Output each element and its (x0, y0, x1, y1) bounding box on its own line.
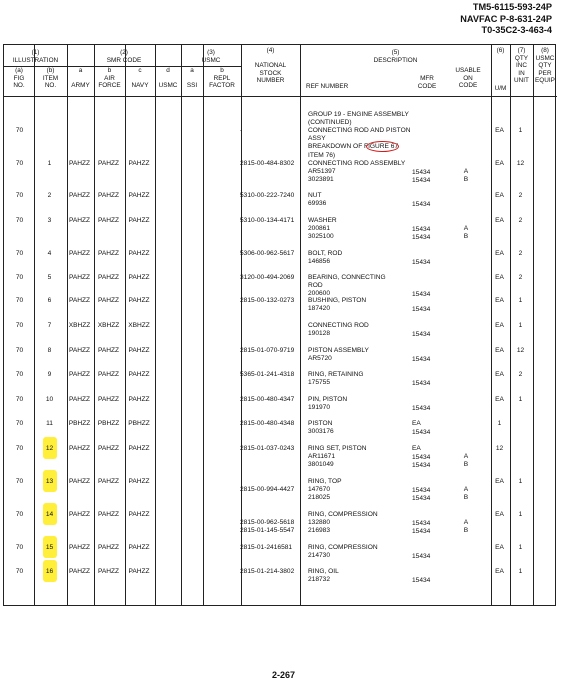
qty-inc-in-unit: 2 (518, 250, 523, 257)
item-no: 11 (46, 420, 53, 427)
item-no: 8 (47, 347, 52, 354)
unit-of-measure: EA (495, 192, 504, 199)
national-stock-number: 2815-00-480-4347 (240, 396, 295, 403)
col2c-heading: c NAVY (131, 67, 149, 90)
mfr-code: 15434 (412, 520, 431, 528)
mfr-code: EA (412, 445, 421, 452)
usable-on-code: A (463, 168, 469, 176)
national-stock-number: 5306-00-962-5617 (240, 250, 295, 257)
col3b-heading: b REPL FACTOR (209, 67, 235, 90)
mfr-code: 15434 (412, 331, 431, 339)
smr-navy: PAHZZ (128, 297, 150, 304)
description-line: PIN, PISTON (308, 396, 348, 403)
usable-on-code: B (463, 527, 469, 535)
item-no: 13 (45, 478, 54, 485)
navfac-number: NAVFAC P-8-631-24P (460, 13, 552, 24)
col5-usable-heading: USABLE ON CODE (455, 67, 481, 90)
description-line: 190128 (308, 330, 331, 338)
fig-no: 70 (15, 396, 24, 403)
description-line: 146856 (308, 258, 331, 266)
national-stock-number: - (240, 127, 243, 134)
description-line: WASHER (308, 217, 337, 224)
description-line: RING, COMPRESSION (308, 511, 378, 518)
qty-inc-in-unit: 1 (518, 322, 523, 329)
unit-of-measure: EA (495, 160, 504, 167)
fig-no: 70 (15, 511, 24, 518)
smr-navy: PAHZZ (128, 478, 150, 485)
fig-no: 70 (15, 274, 24, 281)
smr-air-force: PAHZZ (97, 217, 120, 224)
fig-no: 70 (15, 192, 24, 199)
mfr-code: 15434 (412, 487, 431, 495)
national-stock-number: 2815-00-994-4427 (240, 486, 295, 494)
description-line: 218025 (308, 494, 331, 502)
description-line: AR5720 (308, 355, 332, 363)
col-rule (155, 45, 156, 605)
description-line: 132880 (308, 519, 331, 527)
mfr-code: 15434 (412, 169, 431, 177)
mfr-code: 15434 (412, 380, 431, 388)
description-line: BEARING, CONNECTING (308, 274, 386, 281)
smr-navy: PAHZZ (128, 160, 150, 167)
tm-number: TM5-6115-593-24P (472, 2, 552, 12)
col1-heading: (1) ILLUSTRATION (12, 49, 59, 64)
qty-inc-in-unit: 2 (518, 274, 523, 281)
qty-inc-in-unit: 1 (518, 127, 523, 134)
description-line: 200600 (308, 290, 331, 298)
red-annotation-circle (366, 141, 399, 152)
to-number: T0-35C2-3-463-4 (481, 25, 552, 36)
description-line: 218732 (308, 576, 331, 584)
item-no: 14 (45, 511, 54, 518)
qty-inc-in-unit: 1 (518, 511, 523, 518)
usable-on-code: B (463, 461, 469, 469)
smr-air-force: XBHZZ (97, 322, 120, 329)
smr-army: PAHZZ (68, 544, 91, 551)
description-line: ROD (308, 282, 323, 290)
smr-air-force: PAHZZ (97, 250, 120, 257)
qty-inc-in-unit: 2 (518, 371, 523, 378)
smr-air-force: PAHZZ (97, 544, 120, 551)
description-line: BOLT, ROD (308, 250, 343, 257)
description-line: 200861 (308, 225, 331, 233)
smr-air-force: PBHZZ (97, 420, 120, 427)
description-line: (CONTINUED) (308, 119, 352, 127)
item-no: 1 (47, 160, 52, 167)
mfr-code: 15434 (412, 454, 431, 462)
description-line: BREAKDOWN OF FIGURE 67 (308, 143, 399, 151)
description-line: RING SET, PISTON (308, 445, 367, 452)
mfr-code: 15434 (412, 226, 431, 234)
unit-of-measure: EA (495, 250, 504, 257)
smr-navy: PAHZZ (128, 445, 150, 452)
unit-of-measure: 12 (495, 445, 504, 452)
unit-of-measure: EA (495, 297, 504, 304)
qty-inc-in-unit: 1 (518, 297, 523, 304)
smr-air-force: PAHZZ (97, 192, 120, 199)
usable-on-code: A (463, 453, 469, 461)
col-rule (181, 45, 182, 605)
header-bottom-rule (4, 96, 557, 97)
qty-inc-in-unit: 12 (516, 160, 525, 167)
fig-no: 70 (15, 371, 24, 378)
description-line: 216983 (308, 527, 331, 535)
mfr-code: 15434 (412, 577, 431, 585)
description-line: 147670 (308, 486, 331, 494)
col6-name: U/M (494, 85, 507, 92)
smr-navy: PAHZZ (128, 511, 150, 518)
qty-inc-in-unit: 1 (518, 544, 523, 551)
col5-ref-heading: REF NUMBER (306, 83, 349, 90)
smr-navy: XBHZZ (128, 322, 150, 329)
unit-of-measure: EA (495, 478, 504, 485)
mfr-code: 15434 (412, 429, 431, 437)
smr-air-force: PAHZZ (97, 568, 120, 575)
description-line: 3003176 (308, 428, 334, 436)
national-stock-number: 5310-00-134-4171 (240, 217, 295, 224)
smr-army: PAHZZ (68, 297, 91, 304)
description-line: NUT (308, 192, 322, 199)
col2b-heading: b AIR FORCE (98, 67, 121, 90)
description-line: 69936 (308, 200, 327, 208)
item-no: 15 (45, 544, 54, 551)
col1a-heading: (a) FIG NO. (13, 67, 25, 90)
item-no: 2 (47, 192, 52, 199)
smr-army: XBHZZ (68, 322, 91, 329)
document-header (460, 2, 552, 37)
national-stock-number: 2815-01-070-9719 (240, 347, 295, 354)
smr-air-force: PAHZZ (97, 396, 120, 403)
national-stock-number: 2815-01-037-0243 (240, 445, 295, 452)
col7-heading: (7) QTY INC IN UNIT (514, 47, 529, 85)
mfr-code: 15434 (412, 356, 431, 364)
col-rule (203, 45, 204, 605)
smr-army: PAHZZ (68, 511, 91, 518)
smr-air-force: PAHZZ (97, 511, 120, 518)
smr-army: PAHZZ (68, 160, 91, 167)
col3-heading: (3) USMC (201, 49, 221, 64)
description-line: ASSY (308, 135, 326, 143)
col3a-heading: a SSI (186, 67, 198, 90)
item-no: 4 (47, 250, 52, 257)
description-line: 175755 (308, 379, 331, 387)
item-no: 6 (47, 297, 52, 304)
smr-army: PBHZZ (68, 420, 91, 427)
smr-army: PAHZZ (68, 445, 91, 452)
description-line: 3801049 (308, 461, 334, 469)
unit-of-measure: EA (495, 511, 504, 518)
unit-of-measure: EA (495, 371, 504, 378)
smr-army: PAHZZ (68, 371, 91, 378)
description-line: CONNECTING ROD (308, 322, 369, 329)
smr-air-force: PAHZZ (97, 274, 120, 281)
col2d-heading: d USMC (158, 67, 178, 90)
item-no: 5 (47, 274, 52, 281)
mfr-code: 15434 (412, 291, 431, 299)
usable-on-code: A (463, 519, 469, 527)
usable-on-code: B (463, 233, 469, 241)
smr-army: PAHZZ (68, 396, 91, 403)
description-line: PISTON (308, 420, 333, 427)
smr-army: PAHZZ (68, 274, 91, 281)
description-line: RING, TOP (308, 478, 342, 485)
national-stock-number: 2815-01-214-3802 (240, 568, 295, 575)
qty-inc-in-unit: 2 (518, 217, 523, 224)
page-number: 2-267 (272, 670, 296, 680)
smr-navy: PAHZZ (128, 544, 150, 551)
usable-on-code: A (463, 225, 469, 233)
fig-no: 70 (15, 160, 24, 167)
description-line: ITEM 76) (308, 151, 336, 159)
national-stock-number: 5310-00-222-7240 (240, 192, 295, 199)
smr-army: PAHZZ (68, 217, 91, 224)
usable-on-code: B (463, 176, 469, 184)
national-stock-number: 5365-01-241-4318 (240, 371, 295, 378)
col5-heading: (5) DESCRIPTION (373, 49, 418, 64)
smr-navy: PAHZZ (128, 192, 150, 199)
smr-air-force: PAHZZ (97, 478, 120, 485)
unit-of-measure: EA (495, 568, 504, 575)
description-line: GROUP 19 - ENGINE ASSEMBLY (308, 111, 409, 118)
smr-army: PAHZZ (68, 250, 91, 257)
unit-of-measure: EA (495, 396, 504, 403)
fig-no: 70 (15, 420, 24, 427)
col6-heading: (6) (496, 47, 505, 54)
smr-army: PAHZZ (68, 347, 91, 354)
description-line: CONNECTING ROD AND PISTON (308, 127, 411, 135)
qty-inc-in-unit: 1 (518, 396, 523, 403)
fig-no: 70 (15, 445, 24, 452)
fig-no: 70 (15, 322, 24, 329)
national-stock-number: 2815-01-2416581 (240, 544, 293, 551)
col8-heading: (8) USMC QTY PER EQUIP (535, 47, 555, 85)
fig-no: 70 (15, 217, 24, 224)
mfr-code: 15434 (412, 234, 431, 242)
col-rule (300, 45, 301, 605)
col1b-heading: (b) ITEM NO. (42, 67, 59, 90)
fig-no: 70 (15, 544, 24, 551)
usable-on-code: B (463, 494, 469, 502)
smr-navy: PAHZZ (128, 217, 150, 224)
unit-of-measure: EA (495, 544, 504, 551)
col5-mfr-heading: MFR CODE (417, 75, 437, 90)
mfr-code: 15434 (412, 259, 431, 267)
description-line: AR51397 (308, 168, 336, 176)
smr-army: PAHZZ (68, 192, 91, 199)
item-no: 12 (45, 445, 54, 452)
smr-air-force: PAHZZ (97, 160, 120, 167)
national-stock-number: 2815-00-962-5618 2815-01-145-5547 (240, 519, 295, 535)
national-stock-number: 2815-00-480-4348 (240, 420, 295, 427)
mfr-code: 15434 (412, 306, 431, 314)
item-no: 3 (47, 217, 52, 224)
national-stock-number: 3120-00-494-2069 (240, 274, 295, 281)
smr-army: PAHZZ (68, 568, 91, 575)
unit-of-measure: EA (495, 217, 504, 224)
smr-navy: PAHZZ (128, 347, 150, 354)
qty-inc-in-unit: 1 (518, 478, 523, 485)
qty-inc-in-unit: 2 (518, 192, 523, 199)
description-line: 214730 (308, 552, 331, 560)
fig-no: 70 (15, 127, 24, 134)
mfr-code: 15434 (412, 495, 431, 503)
description-line: 3025100 (308, 233, 334, 241)
fig-no: 70 (15, 478, 24, 485)
smr-navy: PAHZZ (128, 568, 150, 575)
unit-of-measure: EA (495, 127, 504, 134)
item-no: 7 (47, 322, 52, 329)
unit-of-measure: EA (495, 274, 504, 281)
qty-inc-in-unit: 1 (518, 568, 523, 575)
description-line: CONNECTING ROD ASSEMBLY (308, 160, 406, 167)
unit-of-measure: EA (495, 347, 504, 354)
national-stock-number: 2815-00-484-8302 (240, 160, 295, 167)
smr-navy: PAHZZ (128, 250, 150, 257)
smr-air-force: PAHZZ (97, 347, 120, 354)
mfr-code: 15434 (412, 462, 431, 470)
col-rule (533, 45, 534, 605)
description-line: PISTON ASSEMBLY (308, 347, 369, 354)
mfr-code: 15434 (412, 201, 431, 209)
col2-heading: (2) SMR CODE (106, 49, 142, 64)
mfr-code: 15434 (412, 405, 431, 413)
description-line: RING, COMPRESSION (308, 544, 378, 551)
smr-air-force: PAHZZ (97, 445, 120, 452)
unit-of-measure: EA (495, 322, 504, 329)
description-line: RING, OIL (308, 568, 339, 575)
description-line: 191970 (308, 404, 331, 412)
smr-army: PAHZZ (68, 478, 91, 485)
usable-on-code: A (463, 486, 469, 494)
description-line: 3023891 (308, 176, 334, 184)
description-line: AR11671 (308, 453, 336, 461)
smr-navy: PAHZZ (128, 274, 150, 281)
smr-air-force: PAHZZ (97, 297, 120, 304)
fig-no: 70 (15, 297, 24, 304)
smr-navy: PAHZZ (128, 396, 150, 403)
mfr-code: EA (412, 420, 421, 427)
fig-no: 70 (15, 250, 24, 257)
item-no: 16 (45, 568, 54, 575)
description-line: BUSHING, PISTON (308, 297, 367, 304)
col4-heading: (4) NATIONAL STOCK NUMBER (254, 47, 287, 85)
item-no: 10 (45, 396, 54, 403)
mfr-code: 15434 (412, 528, 431, 536)
unit-of-measure: 1 (497, 420, 502, 427)
mfr-code: 15434 (412, 177, 431, 185)
fig-no: 70 (15, 347, 24, 354)
smr-navy: PBHZZ (128, 420, 150, 427)
item-no: 9 (47, 371, 52, 378)
description-line: 187420 (308, 305, 331, 313)
smr-navy: PAHZZ (128, 371, 150, 378)
national-stock-number: 2815-00-132-0273 (240, 297, 295, 304)
fig-no: 70 (15, 568, 24, 575)
qty-inc-in-unit: 12 (516, 347, 525, 354)
col2a-heading: a ARMY (71, 67, 90, 90)
mfr-code: 15434 (412, 553, 431, 561)
smr-air-force: PAHZZ (97, 371, 120, 378)
description-line: RING, RETAINING (308, 371, 364, 378)
